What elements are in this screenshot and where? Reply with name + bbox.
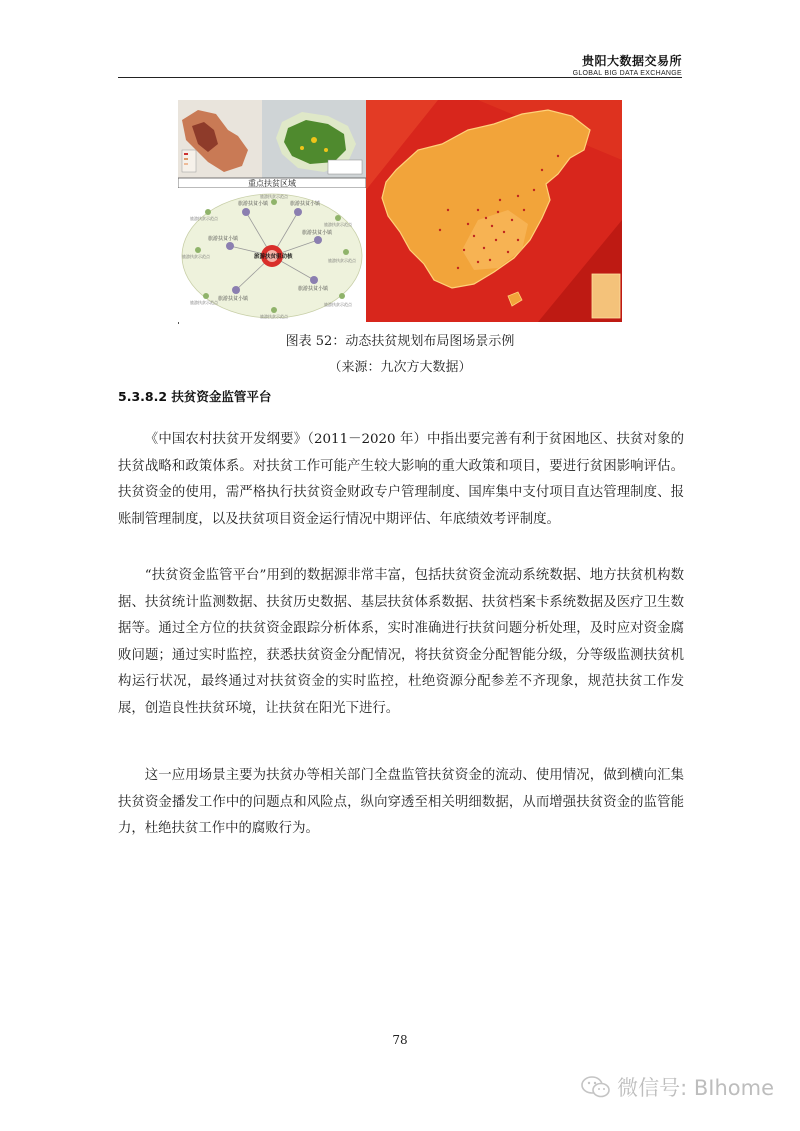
wechat-icon xyxy=(581,1075,611,1099)
paragraph-2: “扶贫资金监管平台”用到的数据源非常丰富，包括扶贫资金流动系统数据、地方扶贫机构数据、扶贫统计监测数据、扶贫历史数据、基层扶贫体系数据、扶贫档案卡系统数据及医疗卫生数据等。通过全方位的扶贫资金跟踪分析体系，实时准确进行扶贫问题分析处理，及时应对资金腐败问题；通过实时监控，获悉扶贫资金分配情况，将扶贫资金分配智能分级，分等级监测扶贫机构运行状况，最终通过对扶贫资金的实时监控，杜绝资源分配参差不齐现象，规范扶贫工作发展，创造良性扶贫环境，让扶贫在阳光下进行。 xyxy=(118,568,684,716)
brand-name-en: GLOBAL BIG DATA EXCHANGE xyxy=(572,70,682,77)
figure-caption-title: 图表 52：动态扶贫规划布局图场景示例 xyxy=(285,334,515,349)
watermark-text: 微信号: BIhome xyxy=(617,1076,774,1100)
diagram-center-label: 旅游扶贫驱动核 xyxy=(254,254,293,260)
figure-panel-label: 重点扶贫区域 xyxy=(248,179,296,188)
diagram-leaf-label-1: 旅游扶贫示范点 xyxy=(190,216,218,221)
south-china-sea-inset xyxy=(592,274,620,318)
diagram-leaf-label-4: 旅游扶贫示范点 xyxy=(328,258,356,263)
wechat-watermark xyxy=(581,1072,774,1102)
paragraph-3: 这一应用场景主要为扶贫办等相关部门全盘监管扶贫资金的流动、使用情况，做到横向汇集扶贫资金播发工作中的问题点和风险点，纵向穿透至相关明细数据，从而增强扶贫资金的监管能力，杜绝扶贫工作中的腐败行为。 xyxy=(118,768,684,836)
diagram-leaf-label-2: 旅游扶贫示范点 xyxy=(324,222,352,227)
header-divider xyxy=(118,77,682,78)
diagram-node-label-3: 旅游扶贫小镇 xyxy=(208,236,239,242)
diagram-leaf-label-7: 旅游扶贫示范点 xyxy=(260,194,288,199)
diagram-node-label-4: 旅游扶贫小镇 xyxy=(302,230,333,236)
diagram-leaf-label-8: 旅游扶贫示范点 xyxy=(260,314,288,319)
diagram-leaf-label-6: 旅游扶贫示范点 xyxy=(324,302,352,307)
figure-caption-source: （来源：九次方大数据） xyxy=(328,360,472,375)
paragraph-1: 《中国农村扶贫开发纲要》（2011－2020 年）中指出要完善有利于贫困地区、扶贫对象的扶贫战略和政策体系。对扶贫工作可能产生较大影响的重大政策和项目，要进行贫困影响评估。扶贫资金的使用，需严格执行扶贫资金财政专户管理制度、国库集中支付项目直达管理制度、报账制管理制度，以及扶贫项目资金运行情况中期评估、年底绩效考评制度。 xyxy=(118,432,684,527)
figure-image xyxy=(178,100,622,322)
page-number: 78 xyxy=(392,1033,408,1047)
figure-composite xyxy=(178,100,622,322)
diagram-node-label-5: 旅游扶贫小镇 xyxy=(218,296,249,302)
diagram-node-label-2: 旅游扶贫小镇 xyxy=(290,201,321,207)
diagram-leaf-label-3: 旅游扶贫示范点 xyxy=(182,254,210,259)
brand-name-cn: 贵阳大数据交易所 xyxy=(581,54,682,68)
section-heading: 5.3.8.2 扶贫资金监管平台 xyxy=(118,389,272,404)
diagram-node-label-1: 旅游扶贫小镇 xyxy=(238,201,269,207)
diagram-node-label-6: 旅游扶贫小镇 xyxy=(298,286,329,292)
header-brand xyxy=(573,52,682,77)
diagram-leaf-label-5: 旅游扶贫示范点 xyxy=(190,300,218,305)
